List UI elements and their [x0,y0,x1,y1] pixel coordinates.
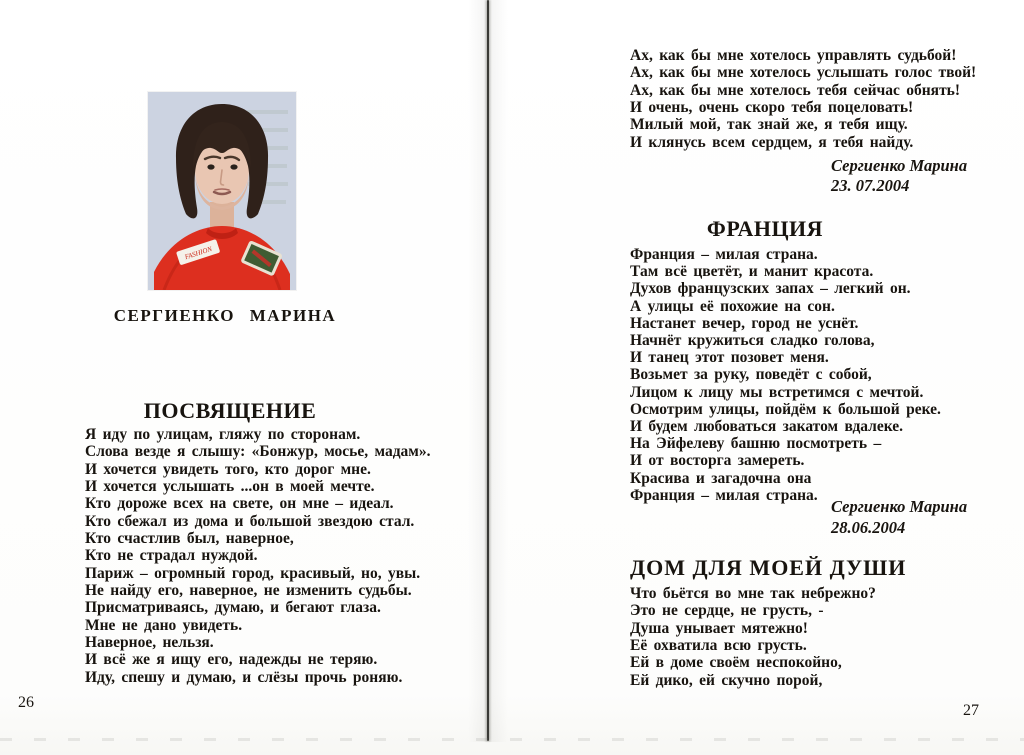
signature-date: 23. 07.2004 [831,176,910,195]
author-name: СЕРГИЕНКО МАРИНА [113,306,337,325]
poem-line: Лицом к лицу мы встретимся с мечтой. [630,383,924,401]
poem-line: Что бьётся во мне так небрежно? [630,585,876,602]
poem-line: Ах, как бы мне хотелось услышать голос твой! [630,64,977,82]
poem-line: Ей дико, ей скучно порой, [630,671,823,689]
poem-line: Ей в доме своём неспокойно, [630,654,842,672]
poem-line: И от восторга замереть. [630,452,805,470]
poem-line: Присматриваясь, думаю, и бегают глаза. [85,599,381,617]
poem-line: Возьмет за руку, поведёт с собой, [630,366,872,384]
page-number-right: 27 [963,702,979,719]
signature-block-2 [831,496,967,538]
poem-line: И танец этот позовет меня. [630,349,829,367]
poem-house-for-soul-body [630,585,876,689]
poem-line: Слова везде я слышу: «Бонжур, мосье, мадам». [85,443,431,461]
poem-line: Иду, спешу и думаю, и слёзы прочь роняю. [85,668,403,686]
scan-artifacts [0,738,1024,741]
poem-line: Наверное, нельзя. [85,634,214,652]
poem-line: Франция – милая страна. [630,486,818,504]
poem-line: Осмотрим улицы, пойдём к большой реке. [630,400,941,418]
poem-line: Начнёт кружиться сладко голова, [630,332,875,350]
poem-line: Кто сбежал из дома и большой звездою стал. [85,512,415,530]
poem-line: Я иду по улицам, гляжу по сторонам. [85,426,361,443]
poem-line: И всё же я ищу его, надежды не теряю. [85,651,378,669]
poem-line: На Эйфелеву башню посмотреть – [630,435,882,453]
svg-text:FASHION: FASHION [183,244,214,262]
poem-line: И клянусь всем сердцем, я тебя найду. [630,133,914,151]
poem-title-france: ФРАНЦИЯ [706,216,824,241]
portrait-illustration [148,92,296,290]
poem-line: Кто счастлив был, наверное, [85,530,294,548]
signature-name: Сергиенко Марина [831,497,968,516]
portrait-photo [148,92,296,290]
poem-untitled-ending-body [630,47,976,151]
page-fold-line [487,0,489,741]
poem-line: Красива и загадочна она [630,469,812,487]
poem-line: И будем любоваться закатом вдалеке. [630,418,904,436]
poem-line: Мне не дано увидеть. [85,616,243,634]
page-number-left: 26 [18,694,34,711]
poem-line: Это не сердце, не грусть, - [630,602,824,620]
poem-france-body [630,246,941,504]
poem-line: Её охватила всю грусть. [630,637,807,655]
signature-block-1 [831,156,967,196]
poem-line: А улицы её похожие на сон. [630,297,835,315]
poem-line: И хочется услышать ...он в моей мечте. [85,478,375,496]
poem-line: Париж – огромный город, красивый, но, увы. [85,564,421,582]
poem-line: Духов французских запах – легкий он. [630,280,911,298]
poem-line: И хочется увидеть того, кто дорог мне. [85,460,371,478]
poem-line: Милый мой, так знай же, я тебя ищу. [630,116,908,134]
poem-line: Настанет вечер, город не уснёт. [630,314,859,332]
poem-line: Ах, как бы мне хотелось тебя сейчас обнять! [630,81,961,99]
poem-title-house-for-soul: ДОМ ДЛЯ МОЕЙ ДУШИ [630,555,907,580]
poem-dedication-body [85,426,430,686]
poem-line: И очень, очень скоро тебя поцеловать! [630,99,914,117]
poem-line: Не найду его, наверное, не изменить судьбы. [85,582,412,600]
poem-line: Ах, как бы мне хотелось управлять судьбой! [630,47,957,64]
poem-line: Душа унывает мятежно! [630,619,808,637]
poem-title-dedication: ПОСВЯЩЕНИЕ [143,398,317,423]
signature-date: 28.06.2004 [831,518,906,537]
signature-name: Сергиенко Марина [831,156,968,175]
poem-line: Кто дороже всех на свете, он мне – идеал. [85,495,394,513]
poem-line: Там всё цветёт, и манит красота. [630,263,874,281]
poem-line: Кто не страдал нуждой. [85,547,258,565]
poem-line: Франция – милая страна. [630,246,818,263]
